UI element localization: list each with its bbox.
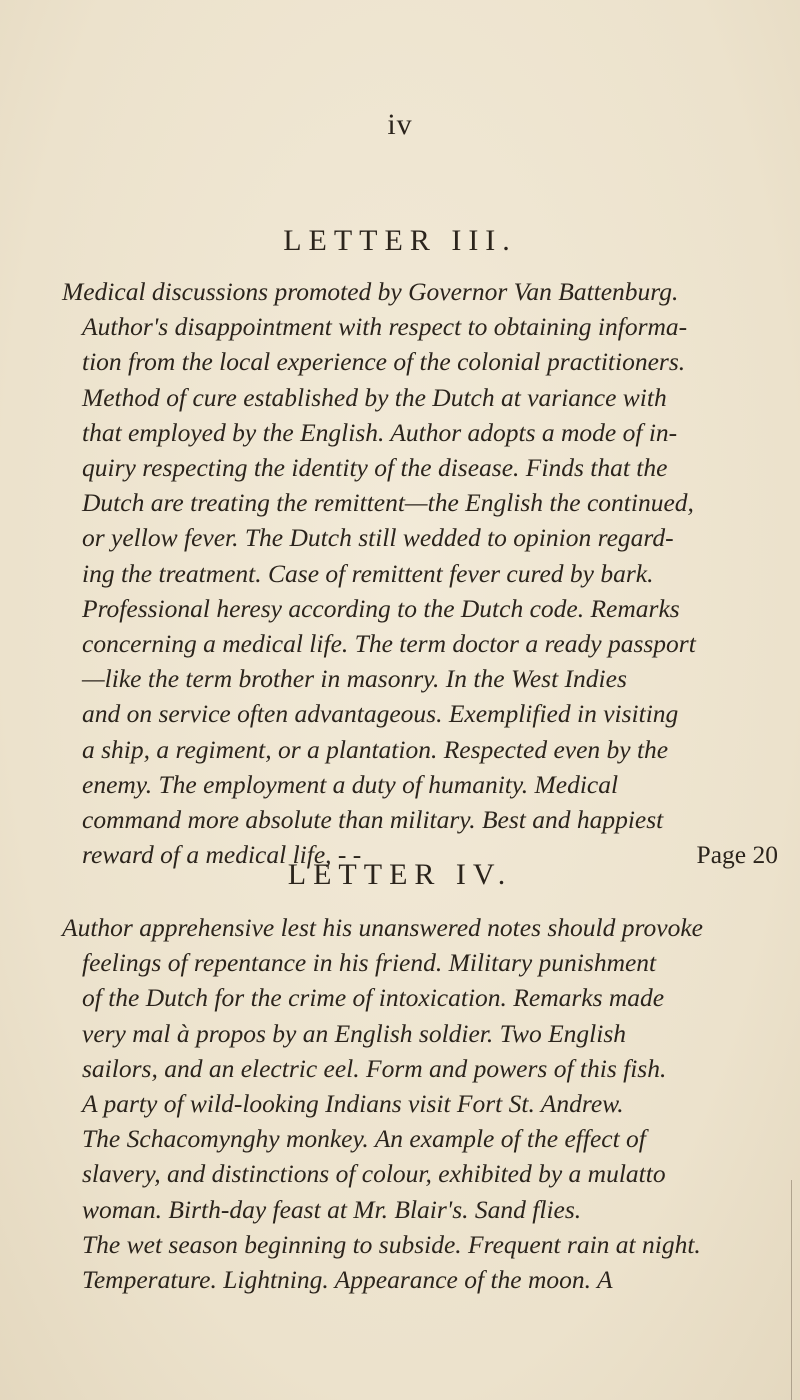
summary-line: The wet season beginning to subside. Frequent rain at night. bbox=[82, 1229, 701, 1259]
letter-iv-summary bbox=[62, 910, 778, 1297]
summary-line: ing the treatment. Case of remittent fever cured by bark. bbox=[82, 558, 654, 588]
summary-line: reward of a medical life, - - bbox=[82, 840, 362, 870]
letter-iv-heading: LETTER IV. bbox=[287, 858, 513, 891]
summary-line: a ship, a regiment, or a plantation. Respected even by the bbox=[82, 734, 669, 764]
summary-line: Method of cure established by the Dutch at variance with bbox=[82, 382, 667, 412]
summary-line: command more absolute than military. Best and happiest bbox=[82, 805, 664, 835]
summary-line: enemy. The employment a duty of humanity. Medical bbox=[82, 769, 619, 799]
summary-line: quiry respecting the identity of the disease. Finds that the bbox=[82, 453, 668, 483]
summary-line: that employed by the English. Author adopts a mode of in- bbox=[82, 417, 678, 447]
summary-line: Author's disappointment with respect to obtaining informa- bbox=[82, 312, 688, 342]
page-number: iv bbox=[387, 108, 413, 141]
summary-line: A party of wild-looking Indians visit Fort St. Andrew. bbox=[82, 1089, 624, 1119]
letter-iii-summary bbox=[62, 274, 778, 872]
summary-line: very mal à propos by an English soldier. Two English bbox=[82, 1018, 626, 1048]
summary-line: The Schacomynghy monkey. An example of the effect of bbox=[82, 1124, 646, 1154]
page-edge-line bbox=[791, 1180, 792, 1400]
summary-line: woman. Birth-day feast at Mr. Blair's. Sand flies. bbox=[82, 1194, 582, 1224]
letter-iii-heading: LETTER III. bbox=[283, 224, 517, 257]
summary-line: of the Dutch for the crime of intoxication. Remarks made bbox=[82, 983, 665, 1013]
summary-line: Professional heresy according to the Dutch code. Remarks bbox=[82, 593, 680, 623]
summary-line: tion from the local experience of the colonial practitioners. bbox=[82, 347, 686, 377]
summary-line: —like the term brother in masonry. In the West Indies bbox=[82, 664, 627, 694]
summary-line: Dutch are treating the remittent—the English the continued, bbox=[82, 488, 694, 518]
summary-line: Author apprehensive lest his unanswered notes should provoke bbox=[62, 913, 703, 942]
summary-line: Temperature. Lightning. Appearance of the moon. A bbox=[82, 1265, 613, 1295]
summary-line: concerning a medical life. The term doctor a ready passport bbox=[82, 629, 696, 659]
summary-line: slavery, and distinctions of colour, exhibited by a mulatto bbox=[82, 1159, 666, 1189]
summary-line: or yellow fever. The Dutch still wedded to opinion regard- bbox=[82, 523, 674, 553]
summary-line: feelings of repentance in his friend. Military punishment bbox=[82, 948, 657, 978]
page-reference: Page 20 bbox=[696, 840, 778, 870]
summary-line: and on service often advantageous. Exemplified in visiting bbox=[82, 699, 679, 729]
summary-line: Medical discussions promoted by Governor Van Battenburg. bbox=[62, 277, 679, 306]
summary-line: sailors, and an electric eel. Form and powers of this fish. bbox=[82, 1053, 667, 1083]
